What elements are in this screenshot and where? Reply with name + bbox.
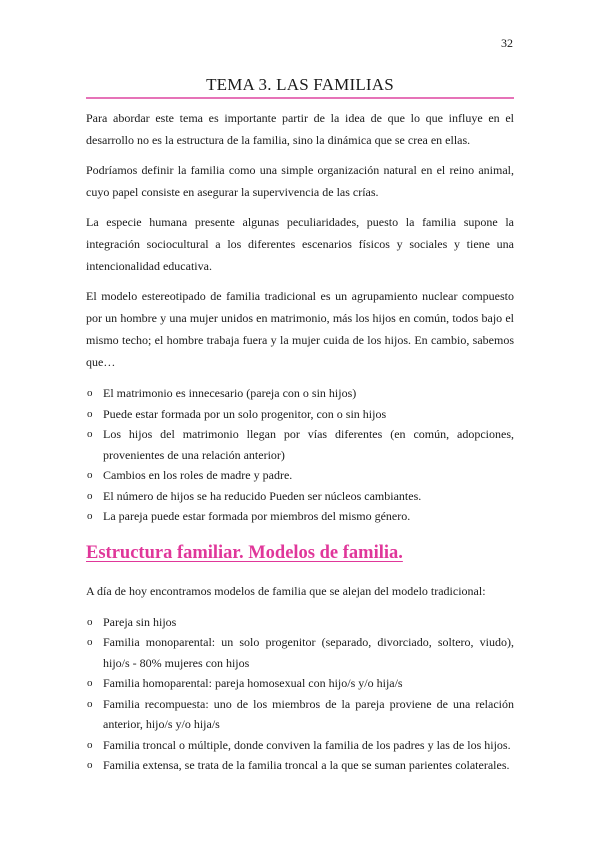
paragraph-intro-4: El modelo estereotipado de familia tradicional es un agrupamiento nuclear compuesto por un hombre y una mujer unidos en matrimonio, más los hijos en común, todos bajo el mismo techo; el hombre trabaja fuera y la mujer cuida de los hijos. En cambio, sabemos que… [86, 289, 514, 369]
document-body [86, 107, 514, 776]
page-number: 32 [501, 36, 513, 50]
list-item: o Familia homoparental: pareja homosexual con hijo/s y/o hija/s [86, 673, 514, 694]
page-title: TEMA 3. LAS FAMILIAS [206, 75, 394, 94]
bullet-icon: o [87, 407, 93, 420]
list-item: o Familia recompuesta: uno de los miembros de la pareja proviene de una relación anterior, hijo/s y/o hija/s [86, 694, 514, 735]
title-underline-rule [86, 97, 514, 99]
list-item: o Familia extensa, se trata de la familia troncal a la que se suman parientes colaterales. [86, 755, 514, 776]
paragraph-intro-3: La especie humana presente algunas peculiaridades, puesto la familia supone la integración sociocultural a los diferentes escenarios físicos y sociales y tiene una intencionalidad educativa. [86, 215, 514, 273]
section-intro-paragraph: A día de hoy encontramos modelos de familia que se alejan del modelo tradicional: [86, 583, 486, 598]
list-item: o Puede estar formada por un solo progenitor, con o sin hijos [86, 404, 514, 425]
bullet-icon: o [87, 697, 93, 710]
bullet-icon: o [87, 615, 93, 628]
list-item: o Pareja sin hijos [86, 612, 514, 633]
list-item: o Cambios en los roles de madre y padre. [86, 465, 514, 486]
list-item: o La pareja puede estar formada por miembros del mismo género. [86, 506, 514, 527]
list-item: o Los hijos del matrimonio llegan por vías diferentes (en común, adopciones, provenientes de una relación anterior) [86, 424, 514, 465]
bullet-icon: o [87, 636, 93, 648]
bullet-icon: o [87, 469, 93, 481]
bullet-icon: o [87, 759, 93, 771]
changes-list [86, 383, 514, 527]
paragraph-intro-2: Podríamos definir la familia como una simple organización natural en el reino animal, cuyo papel consiste en asegurar la supervivencia de las crías. [86, 163, 514, 199]
list-item: o Familia troncal o múltiple, donde conviven la familia de los padres y las de los hijos. [86, 735, 514, 756]
list-item: o Familia monoparental: un solo progenitor (separado, divorciado, soltero, viudo), hijo/s - 80% mujeres con hijos [86, 632, 514, 673]
list-item: o El matrimonio es innecesario (pareja con o sin hijos) [86, 383, 514, 404]
bullet-icon: o [87, 428, 93, 440]
bullet-icon: o [87, 510, 93, 522]
family-models-list [86, 612, 514, 776]
bullet-icon: o [87, 489, 93, 502]
section-heading: Estructura familiar. Modelos de familia. [86, 542, 403, 563]
bullet-icon: o [87, 387, 93, 399]
bullet-icon: o [87, 738, 93, 751]
bullet-icon: o [87, 677, 93, 689]
list-item: o El número de hijos se ha reducido Pueden ser núcleos cambiantes. [86, 486, 514, 507]
paragraph-intro-1: Para abordar este tema es importante partir de la idea de que lo que influye en el desarrollo no es la estructura de la familia, sino la dinámica que se crea en ellas. [86, 111, 514, 147]
